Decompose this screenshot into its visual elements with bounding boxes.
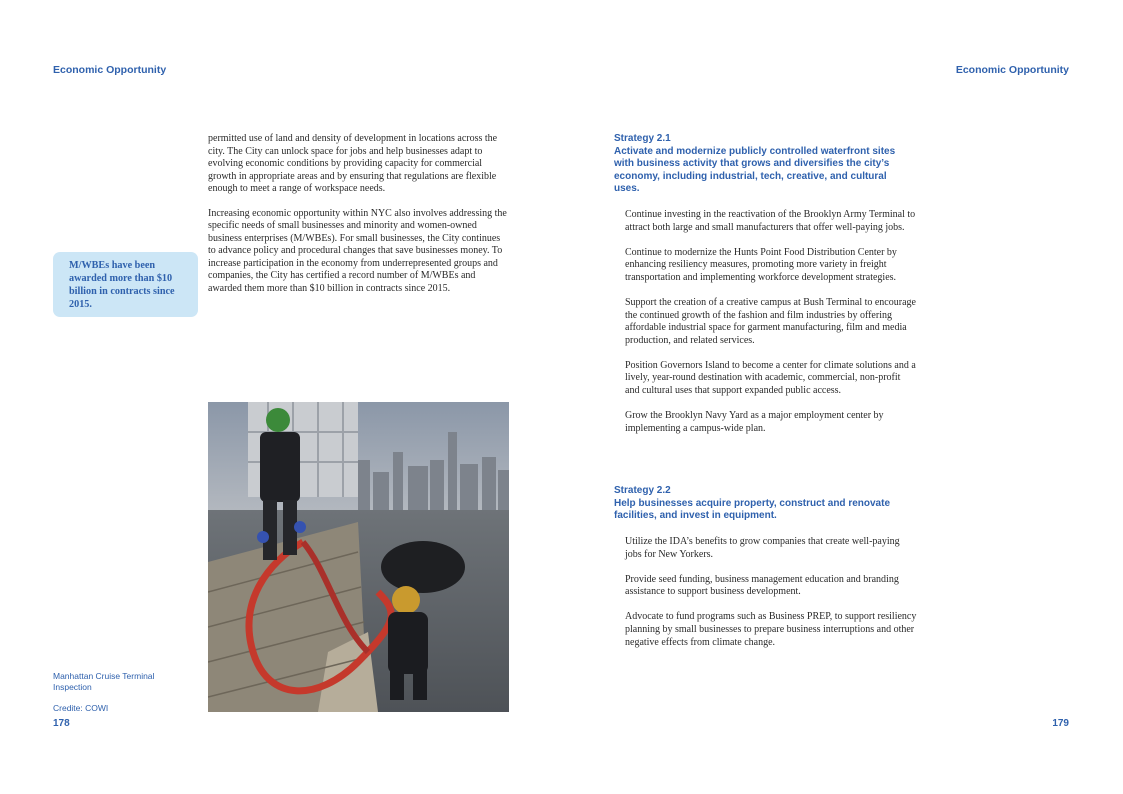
strategy-items: [625, 209, 917, 448]
strategy-label: Strategy 2.2: [614, 485, 671, 496]
strategy-heading: [614, 485, 914, 523]
photo-cruise-terminal-inspection: [208, 402, 509, 712]
list-item: Support the creation of a creative campus at Bush Terminal to encourage the continued growth of the fashion and film industries by offering affordable industrial space for garment manufacturing, film and media production, and related services.: [625, 296, 916, 346]
list-item: Position Governors Island to become a center for climate solutions and a lively, year-round destination with academic, commercial, non-profit and cultural uses that support expanded public access.: [625, 359, 916, 397]
photo-caption: Manhattan Cruise Terminal Inspection: [53, 671, 155, 692]
body-paragraph: Increasing economic opportunity within NYC also involves addressing the specific needs of small businesses and minority and women-owned business enterprises (M/WBEs). For small businesses, the City continues to advance policy and procedural changes that save businesses money. To increase participation in the economy from underrepresented groups and companies, the City has certified a record number of M/WBEs and awarded them more than $10 billion in contracts since 2015.: [208, 207, 507, 294]
left-body-text: [208, 133, 508, 307]
strategy-heading: [614, 133, 914, 196]
list-item: Advocate to fund programs such as Business PREP, to support resiliency planning by small businesses to prepare business interruptions and other negative effects from climate change.: [625, 611, 917, 648]
list-item: Grow the Brooklyn Navy Yard as a major employment center by implementing a campus-wide plan.: [625, 410, 884, 434]
section-header-left: Economic Opportunity: [53, 64, 167, 76]
strategy-label: Strategy 2.1: [614, 133, 671, 144]
photo-illustration: [208, 402, 509, 712]
photo-credit: Credite: COWI: [53, 703, 109, 713]
section-header-right: Economic Opportunity: [955, 64, 1069, 76]
list-item: Utilize the IDA’s benefits to grow companies that create well-paying jobs for New Yorkers.: [625, 536, 900, 560]
page-number-left: 178: [53, 718, 70, 729]
list-item: Provide seed funding, business management education and branding assistance to support business development.: [625, 573, 899, 598]
page-number-right: 179: [1052, 718, 1069, 729]
strategy-title: Activate and modernize publicly controlled waterfront sites with business activity that grows and diversifies the city’s economy, including industrial, tech, creative, and cultural uses.: [614, 145, 896, 195]
strategy-items: [625, 536, 917, 662]
body-paragraph: permitted use of land and density of development in locations across the city. The City can unlock space for jobs and help businesses adapt to evolving economic conditions by providing capacity for commercial growth in appropriate areas and by ensuring that regulations are flexible enough to meet a range of workspace needs.: [208, 133, 498, 194]
list-item: Continue investing in the reactivation of the Brooklyn Army Terminal to attract both large and small manufacturers that offer well-paying jobs.: [625, 209, 916, 233]
strategy-title: Help businesses acquire property, construct and renovate facilities, and invest in equipment.: [614, 497, 891, 522]
list-item: Continue to modernize the Hunts Point Food Distribution Center by enhancing resiliency measures, promoting more variety in freight transportation and implementing workforce development strategies.: [625, 246, 897, 283]
callout-box: M/WBEs have been awarded more than $10 billion in contracts since 2015.: [53, 252, 198, 317]
